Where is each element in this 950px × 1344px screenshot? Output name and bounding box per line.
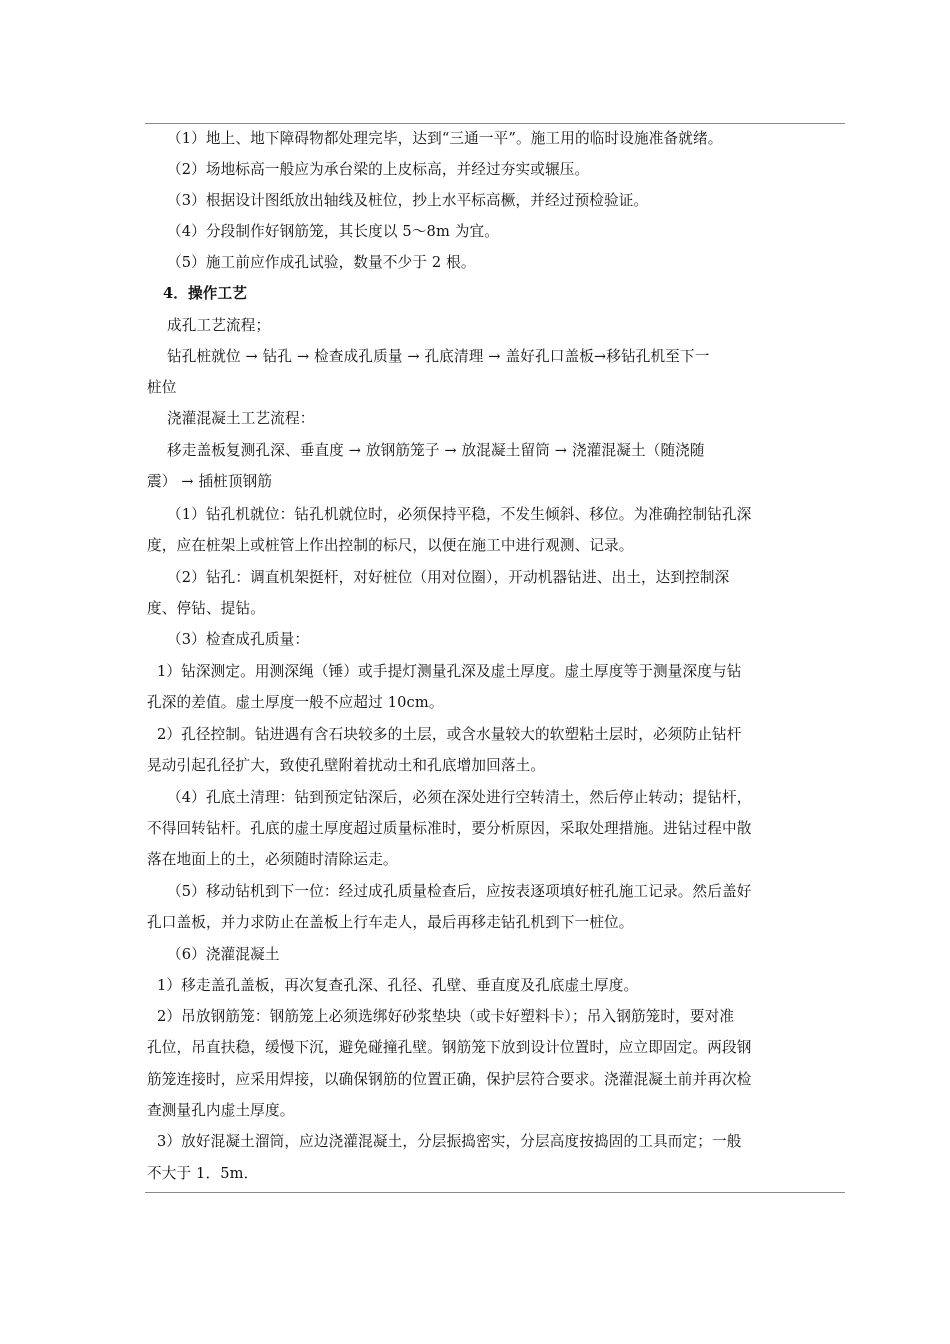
paragraph-line: 桩位 — [147, 379, 177, 396]
paragraph-line: 孔深的差值。虚土厚度一般不应超过 10cm。 — [147, 694, 444, 711]
paragraph-line: 度、停钻、提钻。 — [147, 600, 265, 617]
paragraph-line: （1）钻孔机就位：钻孔机就位时，必须保持平稳，不发生倾斜、移位。为准确控制钻孔深 — [167, 506, 752, 523]
section-heading: 4．操作工艺 — [163, 285, 248, 302]
paragraph-line: 震） → 插桩顶钢筋 — [147, 473, 273, 490]
paragraph-line: （3）检查成孔质量： — [167, 631, 310, 648]
paragraph-line: 孔口盖板，并力求防止在盖板上行车走人，最后再移走钻孔机到下一桩位。 — [147, 914, 634, 931]
paragraph-line: 浇灌混凝土工艺流程： — [167, 410, 315, 427]
paragraph-line: 2）吊放钢筋笼：钢筋笼上必须选绑好砂浆垫块（或卡好塑料卡）；吊入钢筋笼时，要对准 — [157, 1008, 735, 1025]
paragraph-line: 钻孔桩就位 → 钻孔 → 检查成孔质量 → 孔底清理 → 盖好孔口盖板→移钻孔机至下一 — [167, 348, 710, 365]
paragraph-line: 不大于 1．5m． — [147, 1165, 259, 1182]
paragraph-line: 1）钻深测定。用测深绳（锤）或手提灯测量孔深及虚土厚度。虚土厚度等于测量深度与钻 — [157, 663, 742, 680]
paragraph-line: 度，应在桩架上或桩管上作出控制的标尺，以便在施工中进行观测、记录。 — [147, 537, 634, 554]
paragraph-line: （2）场地标高一般应为承台梁的上皮标高，并经过夯实或辗压。 — [167, 161, 590, 178]
paragraph-line: 3）放好混凝土溜筒，应边浇灌混凝土，分层振捣密实，分层高度按捣固的工具而定；一般 — [157, 1133, 742, 1150]
paragraph-line: 不得回转钻杆。孔底的虚土厚度超过质量标准时，要分析原因，采取处理措施。进钻过程中散 — [147, 820, 752, 837]
paragraph-line: 落在地面上的土，必须随时清除运走。 — [147, 851, 398, 868]
paragraph-line: （6）浇灌混凝土 — [167, 946, 280, 963]
paragraph-line: 2）孔径控制。钻进遇有含石块较多的土层，或含水量较大的软塑粘土层时，必须防止钻杆 — [157, 726, 742, 743]
paragraph-line: 成孔工艺流程； — [167, 317, 271, 334]
paragraph-line: （5）施工前应作成孔试验，数量不少于 2 根。 — [167, 254, 476, 271]
paragraph-line: 1）移走盖孔盖板，再次复查孔深、孔径、孔壁、垂直度及孔底虚土厚度。 — [157, 977, 639, 994]
paragraph-line: 移走盖板复测孔深、垂直度 → 放钢筋笼子 → 放混凝土留筒 → 浇灌混凝土（随浇随 — [167, 442, 705, 459]
paragraph-line: 孔位，吊直扶稳，缓慢下沉，避免碰撞孔壁。钢筋笼下放到设计位置时，应立即固定。两段钢 — [147, 1039, 752, 1056]
paragraph-line: （4）分段制作好钢筋笼，其长度以 5～8m 为宜。 — [167, 223, 500, 240]
paragraph-line: （1）地上、地下障碍物都处理完毕，达到“三通一平”。施工用的临时设施准备就绪。 — [167, 130, 723, 147]
paragraph-line: （4）孔底土清理：钻到预定钻深后，必须在深处进行空转清土，然后停止转动；提钻杆， — [167, 789, 752, 806]
paragraph-line: （5）移动钻机到下一位：经过成孔质量检查后，应按表逐项填好桩孔施工记录。然后盖好 — [167, 883, 752, 900]
paragraph-line: （3）根据设计图纸放出轴线及桩位，抄上水平标高橛，并经过预检验证。 — [167, 192, 649, 209]
footer-rule — [145, 1192, 845, 1193]
paragraph-line: 晃动引起孔径扩大，致使孔壁附着扰动土和孔底增加回落土。 — [147, 757, 546, 774]
paragraph-line: 筋笼连接时，应采用焊接，以确保钢筋的位置正确，保护层符合要求。浇灌混凝土前并再次检 — [147, 1071, 752, 1088]
paragraph-line: （2）钻孔：调直机架挺杆，对好桩位（用对位圈），开动机器钻进、出土，达到控制深 — [167, 569, 730, 586]
paragraph-line: 查测量孔内虚土厚度。 — [147, 1102, 295, 1119]
header-rule — [145, 123, 845, 124]
